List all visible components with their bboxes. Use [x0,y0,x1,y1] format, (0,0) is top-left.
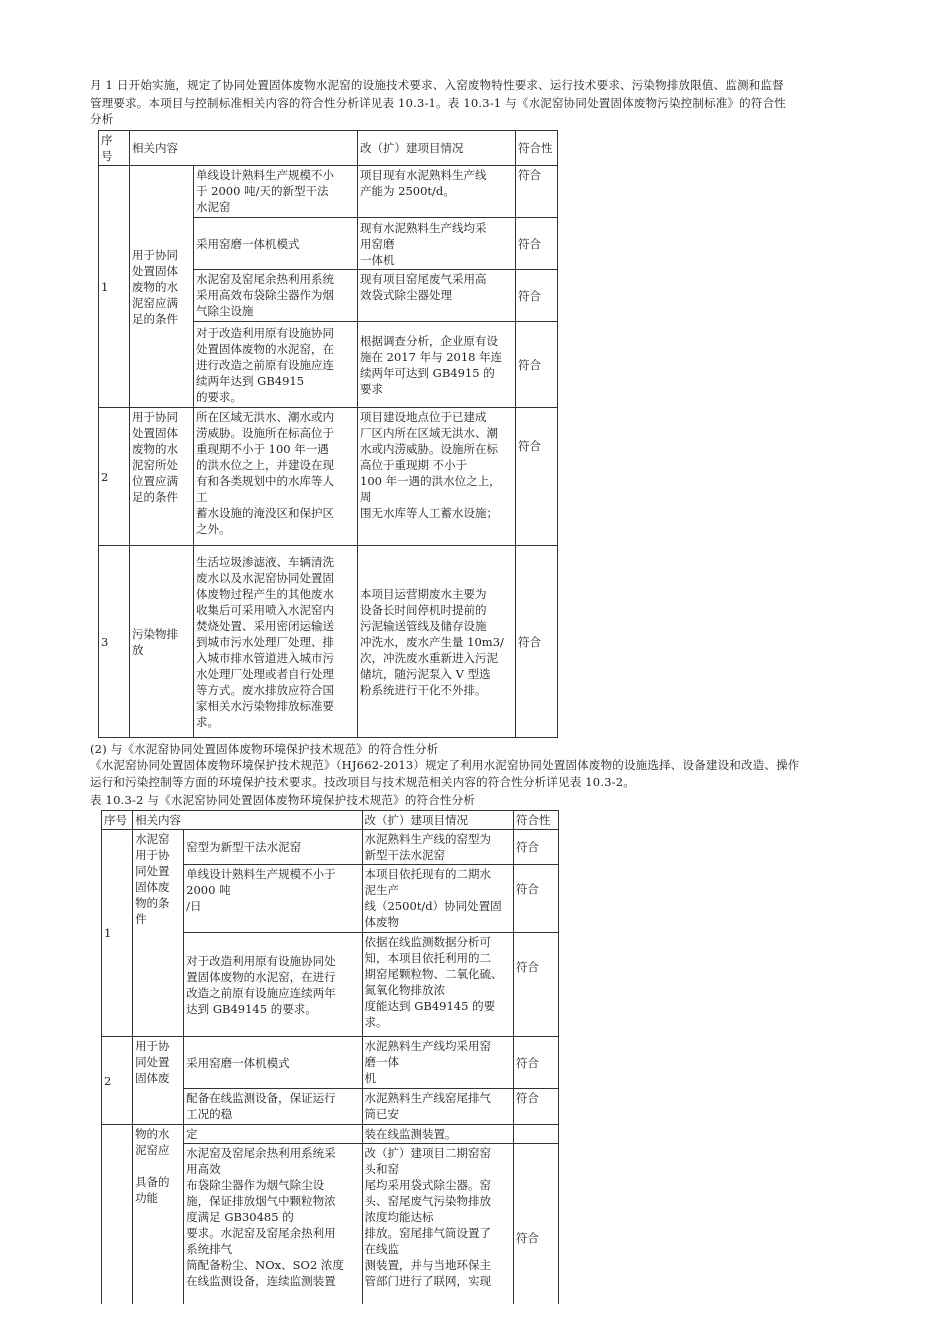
row-category: 用于协同 处置固体 废物的水 泥窑应满 足的条件 [130,166,194,408]
col-header-no: 序号 [102,811,133,830]
status-cell: 符合 [516,166,558,218]
requirement-cell: 配备在线监测设备，保证运行 工况的稳 [184,1089,362,1125]
compliance-table-2 [101,810,559,1304]
row-number: 1 [99,166,130,408]
table2-caption: 表 10.3-2 与《水泥窑协同处置固体废物环境保护技术规范》的符合性分析 [90,793,476,807]
requirement-cell: 对于改造利用原有设施协同处 置固体废物的水泥窑，在进行 改造之前原有设施应连续两年 达到 GB49145 的要求。 [184,933,362,1037]
row-number: 1 [102,830,133,1037]
project-cell: 根据调查分析，企业原有设 施在 2017 年与 2018 年连 续两年可达到 GB4915 的 要求 [358,322,516,408]
status-cell: 符合 [516,546,558,738]
col-header-project: 改（扩）建项目情况 [358,131,516,166]
project-cell: 本项目运营期废水主要为 设备长时间停机时提前的 污泥输送管线及储存设施 冲洗水，废水产生量 10m3/ 次，冲洗废水重新进入污泥 储坑，随污泥泵入 V 型选 粉系统进行干化不外排。 [358,546,516,738]
intro-line-2: 管理要求。本项目与控制标准相关内容的符合性分析详见表 10.3-1。表 10.3-1 与《水泥窑协同处置固体废物污染控制标准》的符合性 [90,96,786,110]
section2-heading: (2) 与《水泥窑协同处置固体废物环境保护技术规范》的符合性分析 [90,742,439,756]
requirement-cell: 水泥窑及窑尾余热利用系统采 用高效 布袋除尘器作为烟气除尘设 施，保证排放烟气中颗粒物浓 度满足 GB30485 的 要求。水泥窑及窑尾余热利用 系统排气 筒配备粉尘、NOx、SO2 浓度 在线监测设备，连续监测装置 [184,1144,362,1304]
requirement-cell: 对于改造利用原有设施协同 处置固体废物的水泥窑，在 进行改造之前原有设施应连 续两年达到 GB4915 的要求。 [194,322,358,408]
requirement-cell: 水泥窑及窑尾余热利用系统 采用高效布袋除尘器作为烟 气除尘设施 [194,270,358,322]
table-row [99,166,558,218]
project-cell: 现有项目窑尾废气采用高 效袋式除尘器处理 [358,270,516,322]
project-cell: 项目建设地点位于已建成 厂区内所在区域无洪水、潮 水或内涝威胁。设施所在标 高位于重现期 不小于 100 年一遇的洪水位之上， 周 围无水库等人工蓄水设施； [358,408,516,546]
status-cell: 符合 [513,1089,558,1125]
project-cell: 水泥熟料生产线均采用窑 磨一体 机 [362,1037,513,1089]
col-header-content: 相关内容 [133,811,362,830]
col-header-project: 改（扩）建项目情况 [362,811,513,830]
requirement-cell: 采用窑磨一体机模式 [184,1037,362,1089]
row-category: 用于协 同处置 固体废 [133,1037,184,1125]
requirement-cell: 采用窑磨一体机模式 [194,218,358,270]
row-number: 2 [99,408,130,546]
requirement-cell: 所在区域无洪水、潮水或内 涝威胁。设施所在标高位于 重现期不小于 100 年一遇 的洪水位之上，并建设在现 有和各类规划中的水库等人 工 蓄水设施的淹没区和保护区 之外。 [194,408,358,546]
table-row [99,546,558,738]
table-header-row [99,131,558,166]
status-cell: 符合 [513,1144,558,1304]
table-row [102,1037,559,1089]
status-cell: 符合 [513,933,558,1037]
status-cell: 符合 [516,218,558,270]
requirement-cell: 生活垃圾渗滤液、车辆清洗 废水以及水泥窑协同处置固 体废物过程产生的其他废水 收集后可采用喷入水泥窑内 焚烧处置、采用密闭运输送 到城市污水处理厂处理、排 入城市排水管道进入城市污 水处理厂处理或者自行处理 等方式。废水排放应符合国 家相关水污染物排放标准要 求。 [194,546,358,738]
status-cell: 符合 [516,270,558,322]
status-cell: 符合 [516,408,558,546]
row-category: 污染物排 放 [130,546,194,738]
section2-paragraph-line-2: 运行和污染控制等方面的环境保护技术要求。技改项目与技术规范相关内容的符合性分析详见表 10.3-2。 [90,775,635,789]
requirement-cell: 单线设计熟料生产规模不小于 2000 吨 /日 [184,865,362,933]
status-cell: 符合 [513,1037,558,1089]
table-header-row [102,811,559,830]
project-cell: 装在线监测装置。 [362,1125,513,1144]
row-category: 水泥窑 用于协 同处置 固体废 物的条 件 [133,830,184,1037]
row-category: 用于协同 处置固体 废物的水 泥窑所处 位置应满 足的条件 [130,408,194,546]
col-header-no: 序 号 [99,131,130,166]
project-cell: 依据在线监测数据分析可 知，本项目依托利用的二 期窑尾颗粒物、二氧化硫、 氮氧化物排放浓 度能达到 GB49145 的要 求。 [362,933,513,1037]
status-cell: 符合 [516,322,558,408]
project-cell: 水泥熟料生产线的窑型为 新型干法水泥窑 [362,830,513,865]
requirement-cell: 单线设计熟料生产规模不小 于 2000 吨/天的新型干法 水泥窑 [194,166,358,218]
col-header-status: 符合性 [513,811,558,830]
intro-line-1: 月 1 日开始实施，规定了协同处置固体废物水泥窑的设施技术要求、入窑废物特性要求、运行技术要求、污染物排放限值、监测和监督 [90,78,784,92]
row-number: 3 [99,546,130,738]
status-cell-empty [513,1125,558,1144]
status-cell: 符合 [513,830,558,865]
compliance-table-1 [98,130,558,738]
table-row [99,408,558,546]
project-cell: 水泥熟料生产线窑尾排气 筒已安 [362,1089,513,1125]
project-cell: 改（扩）建项目二期窑窑 头和窑 尾均采用袋式除尘器。窑 头、窑尾废气污染物排放 浓度均能达标 排放。窑尾排气筒设置了 在线监 测装置，并与当地环保主 管部门进行了联网，实现 [362,1144,513,1304]
project-cell: 本项目依托现有的二期水 泥生产 线（2500t/d）协同处置固 体废物 [362,865,513,933]
row-number: 2 [102,1037,133,1125]
project-cell: 现有水泥熟料生产线均采 用窑磨 一体机 [358,218,516,270]
requirement-cell: 窑型为新型干法水泥窑 [184,830,362,865]
section2-paragraph-line-1: 《水泥窑协同处置固体废物环境保护技术规范》（HJ662-2013）规定了利用水泥窑协同处置固体废物的设施选择、设备建设和改造、操作 [90,758,800,772]
requirement-cell: 定 [184,1125,362,1144]
table-row [102,830,559,865]
row-number-empty [102,1125,133,1304]
table-row [102,1125,559,1144]
col-header-status: 符合性 [516,131,558,166]
intro-line-3: 分析 [90,112,114,126]
row-category: 物的水 泥窑应 具备的 功能 [133,1125,184,1304]
col-header-content: 相关内容 [130,131,358,166]
status-cell: 符合 [513,865,558,933]
project-cell: 项目现有水泥熟料生产线 产能为 2500t/d。 [358,166,516,218]
